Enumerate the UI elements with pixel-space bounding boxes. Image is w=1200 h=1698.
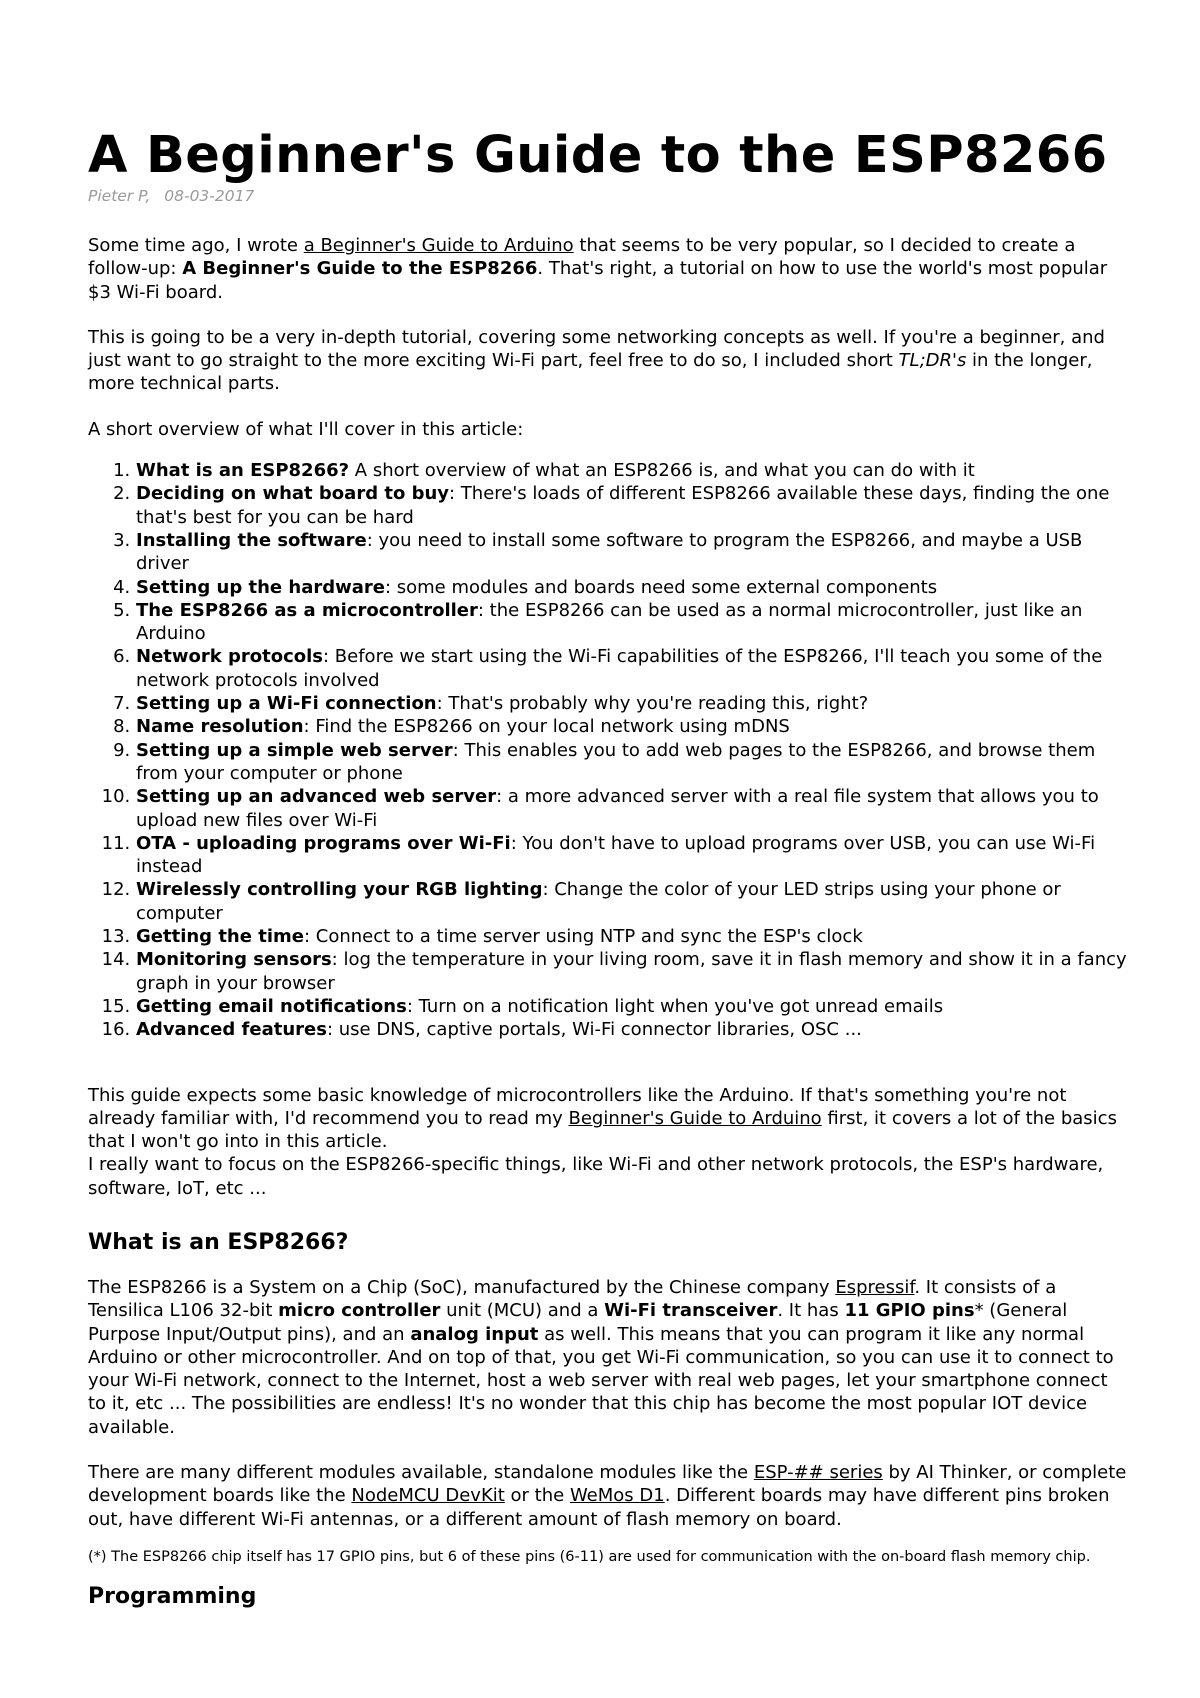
overview-item [136, 878, 1128, 925]
overview-item-title: Deciding on what board to buy [136, 483, 450, 505]
overview-item-title: Advanced features [136, 1019, 327, 1041]
overview-item-title: Getting the time [136, 926, 304, 948]
overview-item-title: Installing the software [136, 529, 367, 551]
tldr-italic: TL;DR's [898, 350, 967, 372]
bold-term: 11 GPIO pins [844, 1300, 975, 1322]
intro-text: Some time ago, I wrote [88, 235, 304, 256]
overview-item-text: : use DNS, captive portals, Wi-Fi connector libraries, OSC ... [326, 1019, 862, 1041]
overview-item-title: Setting up the hardware [136, 576, 385, 598]
overview-item [136, 529, 1128, 576]
beginners-guide-link[interactable]: Beginner's Guide to Arduino [568, 1107, 822, 1129]
section-heading-programming: Programming [88, 1583, 257, 1609]
body-text: by AI Thinker, or complete development boards like the [88, 1462, 1127, 1507]
footnote: (*) The ESP8266 chip itself has 17 GPIO pins, but 6 of these pins (6-11) are used for communication with the on-board flash memory chip. [88, 1548, 1091, 1565]
overview-item-text: : There's loads of different ESP8266 available these days, finding the one that's best for you can be hard [136, 483, 1110, 528]
overview-item-text: : That's probably why you're reading this, right? [436, 693, 869, 715]
overview-item-title: Name resolution [136, 716, 304, 738]
overview-item-text: A short overview of what an ESP8266 is, and what you can do with it [349, 460, 975, 482]
overview-intro: A short overview of what I'll cover in this article: [88, 418, 524, 440]
overview-item-text: : log the temperature in your living room, save it in flash memory and show it in a fancy graph in your browser [136, 949, 1127, 994]
overview-item-text: : You don't have to upload programs over USB, you can use Wi-Fi instead [136, 832, 1096, 878]
what-is-paragraph-1 [88, 1276, 1128, 1439]
overview-item [136, 739, 1128, 786]
overview-item-title: What is an ESP8266? [136, 460, 350, 482]
expects-text-line2: I really want to focus on the ESP8266-specific things, like Wi-Fi and other network protocols, the ESP's hardware, software, IoT, etc ... [88, 1154, 1104, 1199]
intro-text: that seems to be very popular, so I decided to create a follow-up: [88, 235, 1076, 280]
body-text: . It consists of a Tensilica L106 32-bit [88, 1276, 1057, 1322]
overview-item-text: : you need to install some software to program the ESP8266, and maybe a USB driver [136, 529, 1083, 575]
overview-item-title: The ESP8266 as a microcontroller [136, 599, 478, 621]
esp-series-link[interactable]: ESP-## series [753, 1462, 883, 1484]
overview-item-text: : This enables you to add web pages to the ESP8266, and browse them from your computer or phone [136, 739, 1096, 784]
overview-item [136, 715, 1128, 738]
overview-list [88, 459, 1128, 1041]
what-is-paragraph-2 [88, 1461, 1128, 1531]
overview-item-text: : Connect to a time server using NTP and sync the ESP's clock [303, 926, 863, 948]
overview-item [136, 599, 1128, 646]
intro-text: in the longer, more technical parts. [88, 350, 1093, 395]
overview-item [136, 948, 1128, 995]
body-text: * (General Purpose Input/Output pins), and an [88, 1300, 1068, 1345]
overview-item-text: : Find the ESP8266 on your local network using mDNS [303, 716, 790, 738]
nodemcu-devkit-link[interactable]: NodeMCU DevKit [351, 1485, 505, 1507]
expects-paragraph [88, 1084, 1128, 1200]
body-text: or the [504, 1485, 570, 1507]
expects-text: first, it covers a lot of the basics that I won't go into in this article. [88, 1107, 1117, 1153]
overview-item [136, 459, 1128, 482]
overview-item-title: Setting up a simple web server [136, 739, 453, 761]
intro-paragraph-2 [88, 326, 1128, 396]
overview-item [136, 925, 1128, 948]
overview-item [136, 482, 1128, 529]
overview-item-text: : the ESP8266 can be used as a normal microcontroller, just like an Arduino [136, 599, 1083, 645]
overview-item [136, 692, 1128, 715]
overview-item [136, 995, 1128, 1018]
overview-item [136, 785, 1128, 832]
overview-item [136, 832, 1128, 879]
body-text: unit (MCU) and a [440, 1300, 605, 1322]
arduino-guide-link[interactable]: a Beginner's Guide to Arduino [303, 235, 574, 256]
body-text: . It has [777, 1300, 845, 1322]
intro-paragraph-1 [88, 234, 1128, 304]
espressif-link[interactable]: Espressif [835, 1276, 915, 1298]
overview-item-title: Wirelessly controlling your RGB lighting [136, 879, 543, 901]
overview-item-title: Network protocols [136, 646, 324, 668]
article-body [88, 126, 1128, 1630]
bold-term: analog input [410, 1323, 539, 1345]
overview-item-title: Setting up an advanced web server [136, 786, 497, 808]
body-text: . Different boards may have different pins broken out, have different Wi-Fi antennas, or a different amount of flash memory on board. [88, 1485, 1110, 1530]
overview-item [136, 645, 1128, 692]
overview-item-text: : a more advanced server with a real file system that allows you to upload new files over Wi-Fi [136, 786, 1099, 831]
byline [88, 186, 1128, 206]
overview-item-title: Monitoring sensors [136, 949, 332, 971]
overview-item-text: : some modules and boards need some external components [384, 576, 938, 598]
publish-date: 08-03-2017 [164, 187, 255, 205]
overview-item-title: Getting email notifications [136, 995, 407, 1017]
wemos-d1-link[interactable]: WeMos D1 [569, 1485, 665, 1507]
bold-term: Wi-Fi transceiver [604, 1300, 778, 1322]
bold-term: micro controller [278, 1300, 441, 1322]
expects-text: This guide expects some basic knowledge of microcontrollers like the Arduino. If that's something you're not already familiar with, I'd recommend you to read my [88, 1084, 1067, 1129]
section-heading-what-is: What is an ESP8266? [88, 1229, 349, 1255]
body-text: The ESP8266 is a System on a Chip (SoC), manufactured by the Chinese company [88, 1276, 836, 1298]
overview-item-text: : Before we start using the Wi-Fi capabilities of the ESP8266, I'll teach you some of the network protocols involved [136, 646, 1103, 691]
author: Pieter P, [88, 187, 151, 205]
body-text: There are many different modules available, standalone modules like the [88, 1462, 754, 1484]
overview-item [136, 576, 1128, 599]
page-title: A Beginner's Guide to the ESP8266 [88, 126, 1108, 185]
overview-item-text: : Change the color of your LED strips using your phone or computer [136, 879, 1061, 924]
overview-item-title: OTA - uploading programs over Wi-Fi [136, 832, 511, 854]
overview-item-text: : Turn on a notification light when you've got unread emails [406, 995, 944, 1017]
intro-text: This is going to be a very in-depth tutorial, covering some networking concepts as well. If you're a beginner, and just want to go straight to the more exciting Wi-Fi part, feel free to do so, I included short [88, 326, 1105, 372]
overview-item [136, 1018, 1128, 1041]
intro-bold-title: A Beginner's Guide to the ESP8266 [182, 258, 538, 280]
body-text: as well. This means that you can program it like any normal Arduino or other microcontroller. And on top of that, you get Wi-Fi communication, so you can use it to connect to your Wi-Fi network, connect to the Internet, host a web server with real web pages, let your smartphone connect to it, etc ... The possibilities are endless! It's no wonder that this chip has become the most popular IOT device available. [88, 1323, 1114, 1438]
intro-text: . That's right, a tutorial on how to use the world's most popular $3 Wi-Fi board. [88, 258, 1108, 303]
overview-item-title: Setting up a Wi-Fi connection [136, 693, 437, 715]
